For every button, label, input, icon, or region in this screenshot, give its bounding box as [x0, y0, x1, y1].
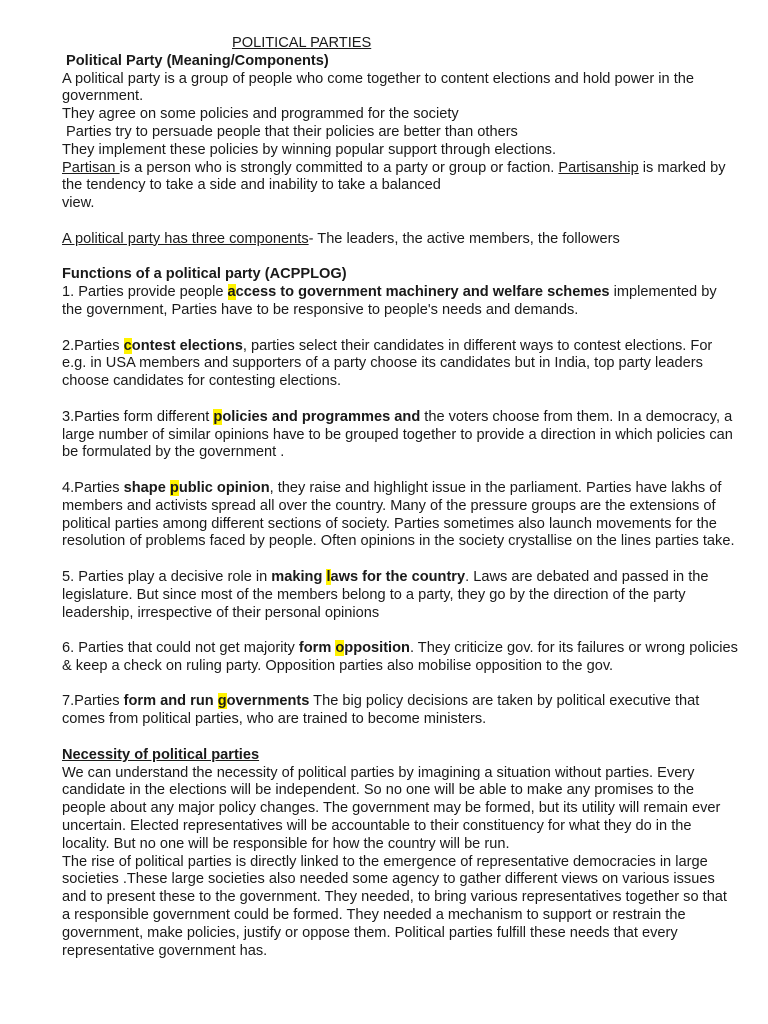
function-item [62, 284, 738, 320]
function-text: 2.Parties [62, 337, 124, 354]
function-key-prefix: shape [123, 479, 170, 496]
spacer [62, 213, 738, 231]
acronym-letter-highlight: l [326, 568, 331, 585]
function-text: 5. Parties play a decisive role in [62, 568, 272, 585]
necessity-paragraph-1: We can understand the necessity of political parties by imagining a situation without parties. Every candidate in the elections will be independent. So no one will be able to make any promises to the people about any major policy changes. The government may be formed, but its utility will remain ever uncertain. Elected representatives will be accountable to their constituency for what they do in the locality. But no one will be responsible for how the country will be run. [62, 764, 721, 852]
partisan-definition [62, 160, 738, 196]
function-key-prefix: form and run [123, 693, 218, 710]
meaning-line-3: Parties try to persuade people that their policies are better than others [66, 123, 518, 140]
function-text: 6. Parties that could not get majority [62, 640, 299, 657]
function-text: . They criticize gov. for its failures or wrong policies & keep a check on ruling party. Opposition parties also mobilise opposition to the gov. [62, 640, 738, 674]
spacer [62, 622, 738, 640]
function-text: . Laws are debated and passed in the legislature. But since most of the members belong to a party, they go by the direction of the party leadership, irrespective of their personal opinions [62, 568, 709, 621]
meaning-line-2: They agree on some policies and programmed for the society [62, 106, 459, 123]
spacer [62, 249, 738, 267]
spacer [62, 676, 738, 694]
function-key-phrase: pposition [344, 640, 410, 657]
acronym-letter-highlight: o [335, 640, 345, 657]
function-item [62, 338, 738, 391]
partisanship-def: is marked by the tendency to take a side and inability to take a balanced [62, 159, 726, 194]
components-label: A political party has three components [62, 230, 309, 247]
function-key-phrase: ccess to government machinery and welfare schemes [235, 284, 610, 301]
function-item [62, 569, 738, 622]
function-key-phrase: aws for the country [330, 568, 466, 585]
spacer [62, 320, 738, 338]
functions-list [62, 284, 738, 747]
spacer [62, 729, 738, 747]
function-text: implemented by the government, Parties have to be responsive to people's needs and demands. [62, 284, 717, 318]
function-text: 1. Parties provide people [62, 284, 228, 301]
function-text: , parties select their candidates in different ways to contest elections. For e.g. in USA members and supporters of a party choose its candidates but in India, top party leaders choose candidates for contesting elections. [62, 337, 713, 390]
acronym-letter-highlight: p [213, 408, 223, 425]
function-key-phrase: ublic opinion [178, 479, 270, 496]
meaning-line-1: A political party is a group of people who come together to content elections and hold power in the government. [62, 70, 694, 105]
acronym-letter-highlight: c [123, 337, 132, 354]
spacer [62, 391, 738, 409]
page-title: POLITICAL PARTIES [232, 35, 372, 51]
function-item [62, 480, 738, 551]
function-item [62, 693, 738, 729]
meaning-heading: Political Party (Meaning/Components) [66, 52, 329, 69]
document-body [62, 35, 738, 960]
spacer [62, 462, 738, 480]
function-text: The big policy decisions are taken by political executive that comes from political parties, who are trained to become ministers. [62, 693, 700, 728]
partisan-def: is a person who is strongly committed to a party or group or faction. [119, 159, 559, 176]
function-key-phrase: olicies and programmes and [222, 408, 421, 425]
function-key-prefix: form [298, 640, 336, 657]
function-text: 3.Parties form different [62, 408, 214, 425]
components-text: - The leaders, the active members, the followers [308, 230, 620, 247]
function-key-phrase: overnments [226, 693, 310, 710]
function-text: the voters choose from them. In a democracy, a large number of similar opinions have to be grouped together to provide a direction in which policies can be formulated by the government . [62, 408, 733, 461]
necessity-heading: Necessity of political parties [62, 746, 260, 763]
necessity-paragraph-2: The rise of political parties is directly linked to the emergence of representative democracies in large societies .These large societies also needed some agency to gather different views on various issues and to present these to the government. They needed, to bring various representatives together so that a responsible government could be formed. They needed a mechanism to support or restrain the government, make policies, justify or oppose them. Political parties fulfill these needs that every representative government has. [62, 853, 727, 959]
meaning-line-4: They implement these policies by winning popular support through elections. [62, 141, 557, 158]
partisanship-end: view. [62, 195, 95, 212]
function-key-phrase: ontest elections [131, 337, 243, 354]
acronym-letter-highlight: a [227, 284, 236, 301]
function-text: 7.Parties [62, 693, 124, 710]
function-text: , they raise and highlight issue in the parliament. Parties have lakhs of members and activists spread all over the country. Many of the pressure groups are the extensions of political parties among different sections of society. Parties sometimes also launch movements for the resolution of problems faced by people. Often opinions in the society crystallise on the lines parties take. [62, 479, 735, 550]
spacer [62, 551, 738, 569]
partisan-term: Partisan [62, 159, 120, 176]
function-item [62, 640, 738, 676]
acronym-letter-highlight: g [217, 693, 227, 710]
function-text: 4.Parties [62, 479, 124, 496]
acronym-letter-highlight: p [169, 479, 179, 496]
functions-heading: Functions of a political party (ACPPLOG) [62, 266, 347, 283]
partisanship-term: Partisanship [558, 159, 639, 176]
function-key-prefix: making [271, 568, 327, 585]
function-item [62, 409, 738, 462]
components-line [62, 231, 738, 249]
